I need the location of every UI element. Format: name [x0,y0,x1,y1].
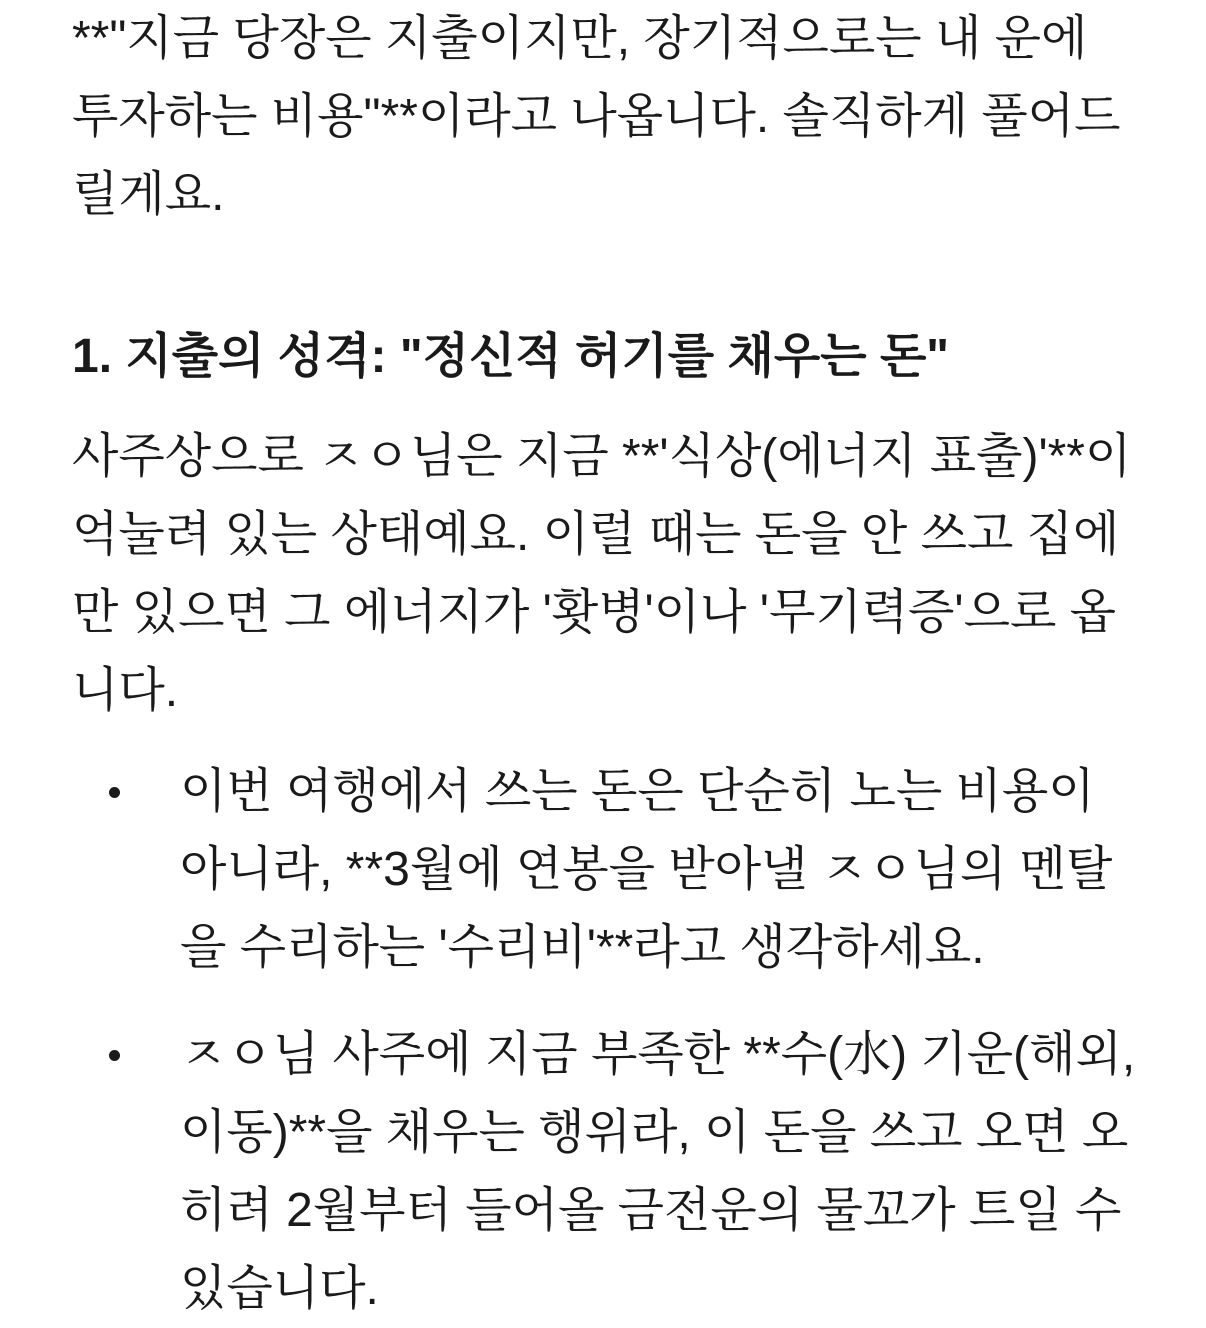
list-item [72,1016,1142,1328]
bullet-list [72,753,1142,1328]
bullet-icon [109,1050,120,1061]
bullet-icon [109,787,120,798]
intro-paragraph: **"지금 당장은 지출이지만, 장기적으로는 내 운에 투자하는 비용"**이라고 나옵니다. 솔직하게 풀어드릴게요. [72,12,1121,221]
list-item [72,753,1142,987]
list-item-text: 이번 여행에서 쓰는 돈은 단순히 노는 비용이 아니라, **3월에 연봉을 받아낼 ㅈㅇ님의 멘탈을 수리하는 '수리비'**라고 생각하세요. [180,765,1113,974]
list-item-text: ㅈㅇ님 사주에 지금 부족한 **수(水) 기운(해외, 이동)**을 채우는 행위라, 이 돈을 쓰고 오면 오히려 2월부터 들어올 금전운의 물꼬가 트일 수 있습니다. [180,1028,1136,1315]
section-heading: 1. 지출의 성격: "정신적 허기를 채우는 돈" [72,330,950,383]
body-paragraph: 사주상으로 ㅈㅇ님은 지금 **'식상(에너지 표출)'**이 억눌려 있는 상태예요. 이럴 때는 돈을 안 쓰고 집에만 있으면 그 에너지가 '홧병'이나 '무기력증'으로 옵니다. [72,430,1132,717]
